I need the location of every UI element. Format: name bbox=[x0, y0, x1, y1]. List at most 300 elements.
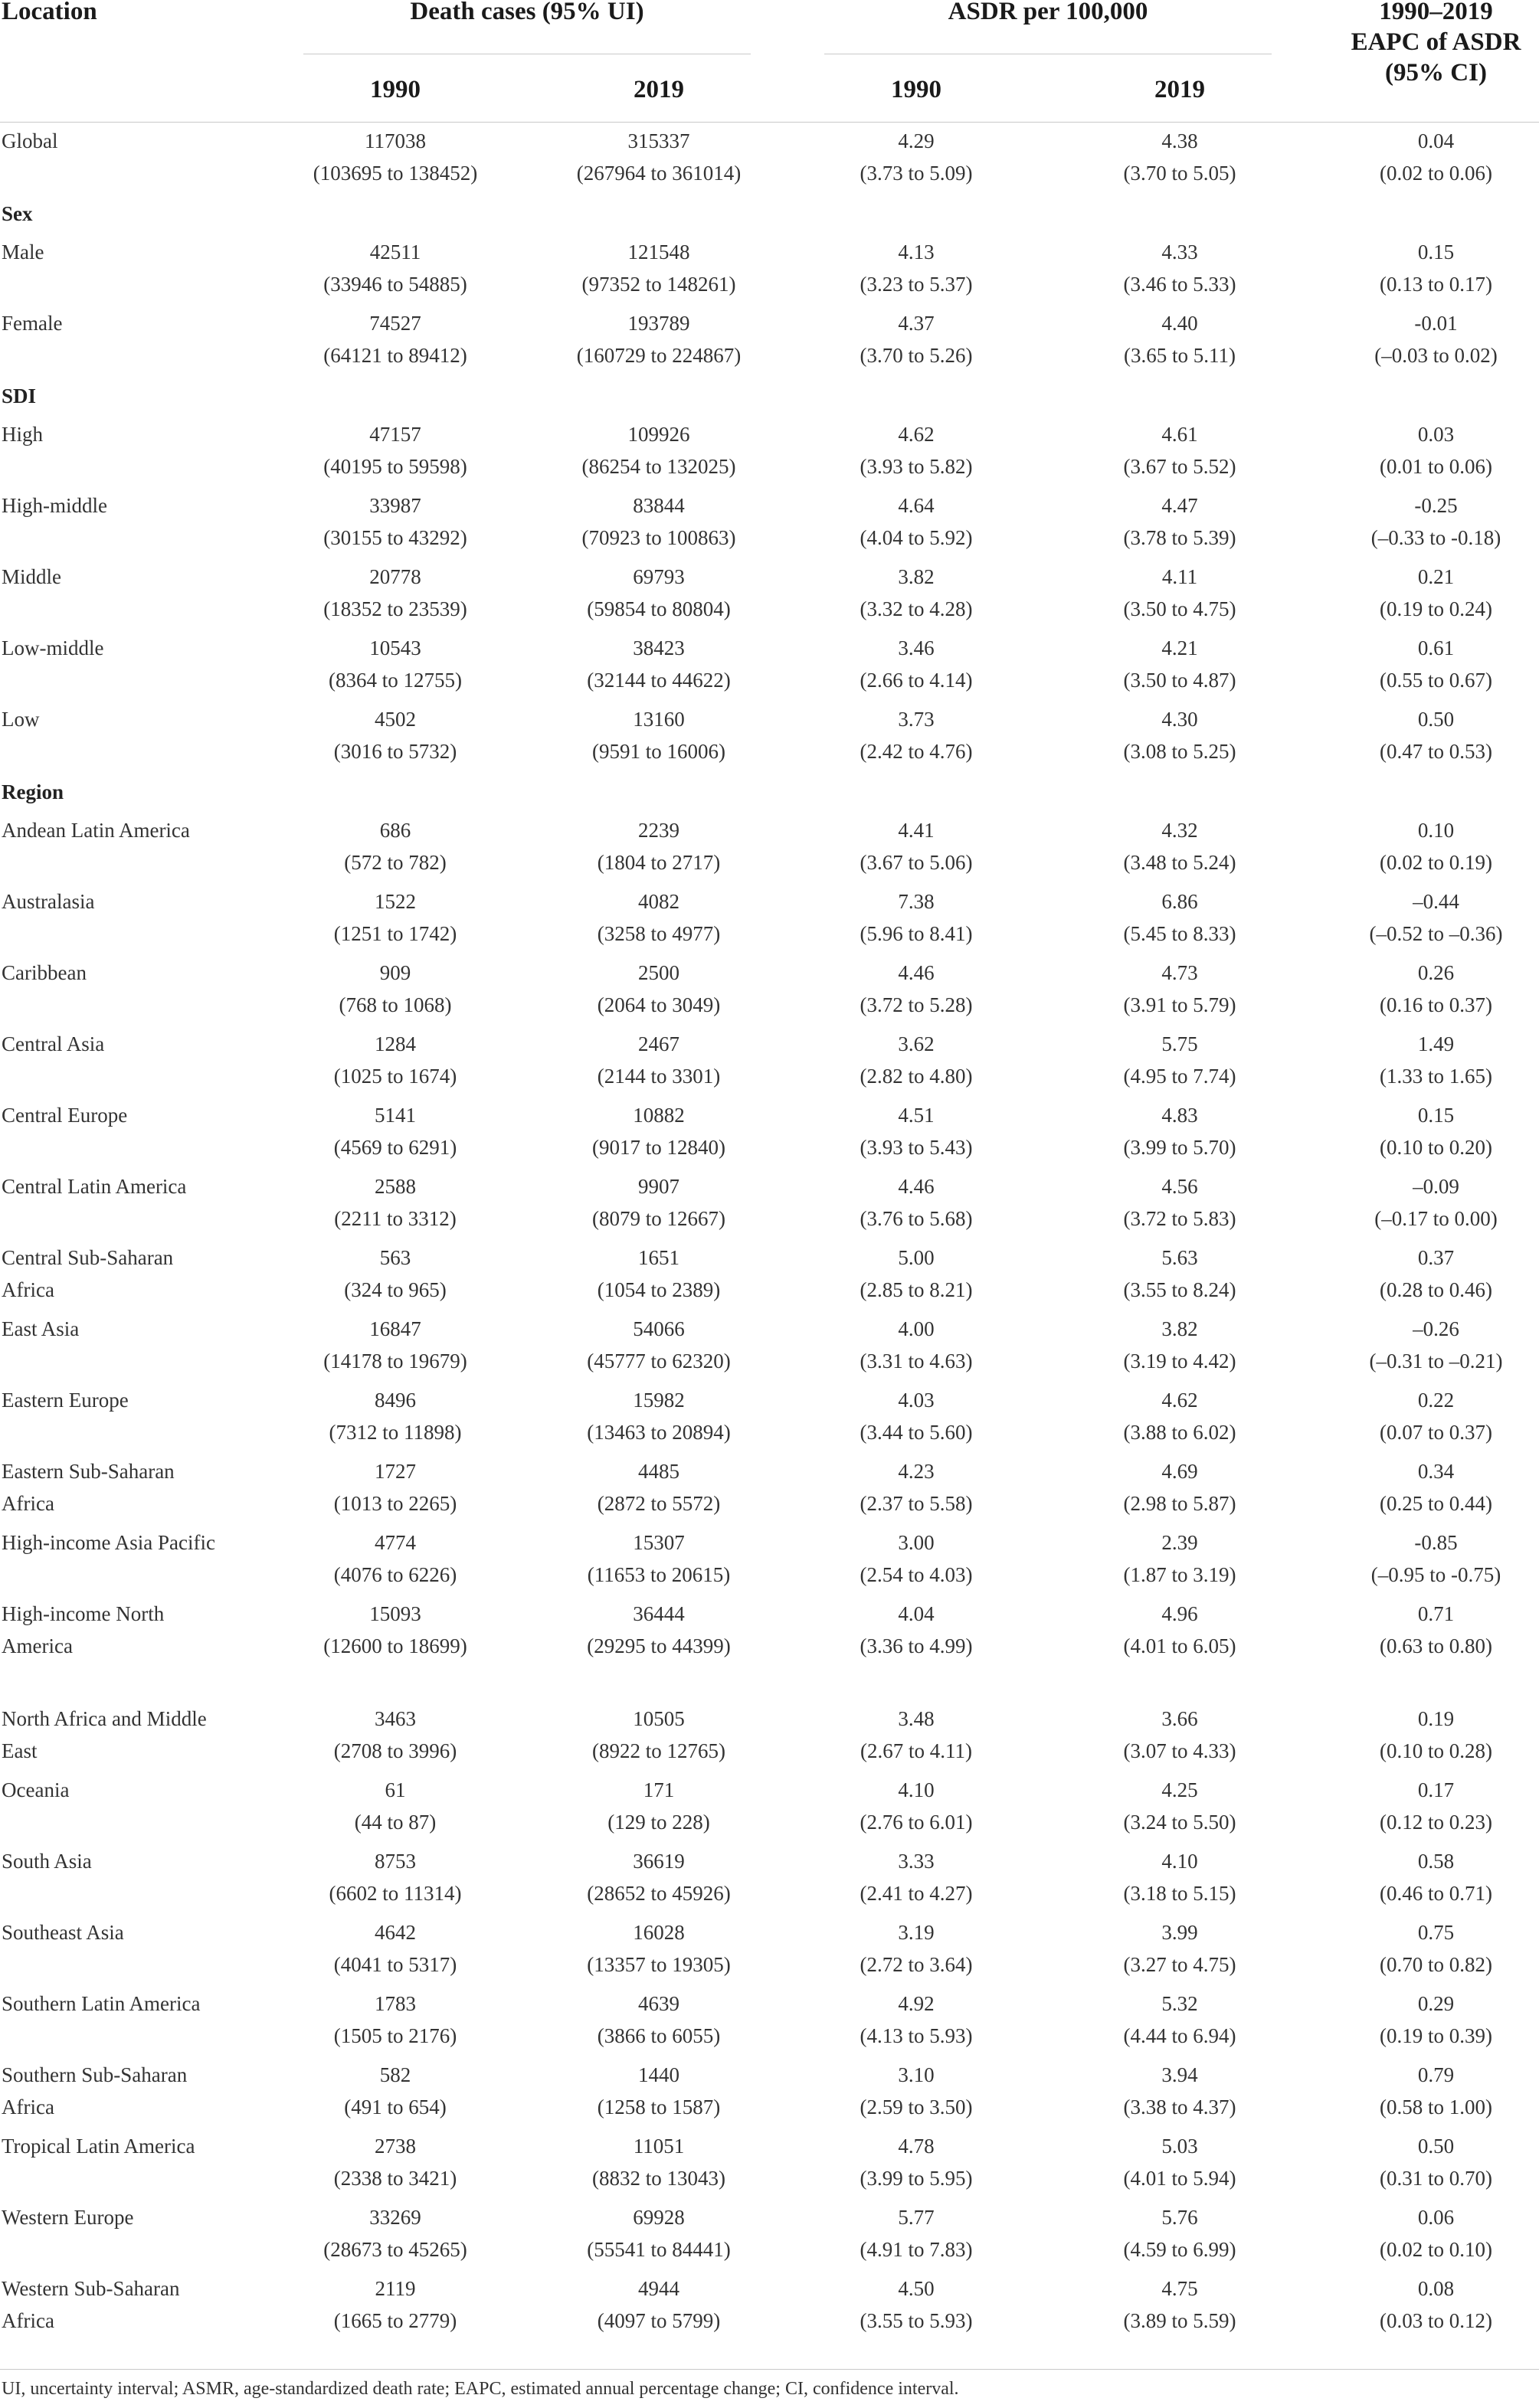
location-name: Central Latin America bbox=[2, 1175, 187, 1198]
cell-value: 4642 bbox=[375, 1921, 416, 1944]
cell-interval: (28673 to 45265) bbox=[323, 2238, 467, 2261]
cell-value: 38423 bbox=[633, 636, 685, 659]
cell-interval: (3.50 to 4.75) bbox=[1123, 597, 1236, 620]
cell-interval: (0.55 to 0.67) bbox=[1380, 669, 1492, 692]
cell-value: 33269 bbox=[369, 2206, 421, 2229]
cell-value: 4.46 bbox=[898, 1175, 935, 1198]
cell-value: 4.10 bbox=[1161, 1850, 1198, 1873]
cell-value: 4.37 bbox=[898, 312, 935, 335]
cell-value: -0.25 bbox=[1414, 494, 1458, 517]
cell-value: 686 bbox=[379, 819, 411, 842]
cell-interval: (1258 to 1587) bbox=[597, 2096, 721, 2118]
cell-interval: (160729 to 224867) bbox=[576, 344, 742, 367]
cell-value: 36444 bbox=[633, 1602, 685, 1625]
cell-value: 0.61 bbox=[1417, 636, 1455, 659]
location-name: Central Europe bbox=[2, 1104, 128, 1127]
cell-value: 4639 bbox=[638, 1992, 679, 2015]
cell-value: 2500 bbox=[638, 961, 679, 984]
cell-interval: (0.47 to 0.53) bbox=[1380, 740, 1492, 763]
cell-interval: (97352 to 148261) bbox=[581, 273, 736, 296]
cell-value: 4.10 bbox=[898, 1778, 935, 1801]
cell-value: 4.64 bbox=[898, 494, 935, 517]
location-name: Male bbox=[2, 240, 44, 263]
cell-value: 0.34 bbox=[1417, 1460, 1455, 1483]
cell-interval: (2.82 to 4.80) bbox=[860, 1065, 973, 1088]
table-bottom-rule bbox=[0, 2369, 1539, 2370]
cell-value: 4082 bbox=[638, 890, 679, 913]
location-name: Tropical Latin America bbox=[2, 2135, 195, 2158]
cell-value: 3.82 bbox=[898, 565, 935, 588]
cell-interval: (0.70 to 0.82) bbox=[1380, 1953, 1492, 1976]
cell-value: 15093 bbox=[369, 1602, 421, 1625]
cell-interval: (33946 to 54885) bbox=[323, 273, 467, 296]
cell-interval: (2708 to 3996) bbox=[333, 1739, 457, 1762]
cell-interval: (2.66 to 4.14) bbox=[860, 669, 973, 692]
cell-interval: (28652 to 45926) bbox=[587, 1882, 731, 1905]
cell-interval: (0.10 to 0.28) bbox=[1380, 1739, 1492, 1762]
cell-interval: (0.07 to 0.37) bbox=[1380, 1421, 1492, 1444]
cell-interval: (3.76 to 5.68) bbox=[860, 1207, 973, 1230]
cell-value: 4.32 bbox=[1161, 819, 1198, 842]
cell-value: 4.69 bbox=[1161, 1460, 1198, 1483]
header-asdr: ASDR per 100,000 bbox=[948, 0, 1148, 25]
cell-value: 0.58 bbox=[1417, 1850, 1455, 1873]
cell-interval: (5.96 to 8.41) bbox=[860, 922, 973, 945]
header-death-2019: 2019 bbox=[634, 76, 684, 103]
cell-value: 3463 bbox=[375, 1707, 416, 1730]
location-name: High bbox=[2, 423, 43, 446]
cell-value: 11051 bbox=[633, 2135, 685, 2158]
cell-interval: (0.02 to 0.06) bbox=[1380, 162, 1492, 185]
location-name: Australasia bbox=[2, 890, 95, 913]
location-name: Global bbox=[2, 129, 58, 152]
cell-interval: (2.98 to 5.87) bbox=[1123, 1492, 1236, 1515]
cell-value: 3.73 bbox=[898, 708, 935, 731]
cell-value: 69928 bbox=[633, 2206, 685, 2229]
cell-value: 5141 bbox=[375, 1104, 416, 1127]
location-name: Middle bbox=[2, 565, 61, 588]
cell-interval: (3.18 to 5.15) bbox=[1123, 1882, 1236, 1905]
cell-interval: (0.19 to 0.24) bbox=[1380, 597, 1492, 620]
cell-interval: (2.59 to 3.50) bbox=[860, 2096, 973, 2118]
cell-interval: (12600 to 18699) bbox=[323, 1634, 467, 1657]
cell-interval: (572 to 782) bbox=[344, 851, 447, 874]
cell-interval: (7312 to 11898) bbox=[329, 1421, 462, 1444]
cell-value: 42511 bbox=[369, 240, 421, 263]
cell-interval: (3.91 to 5.79) bbox=[1123, 993, 1236, 1016]
cell-value: 3.00 bbox=[898, 1531, 935, 1554]
cell-value: 54066 bbox=[633, 1317, 685, 1340]
cell-value: 3.33 bbox=[898, 1850, 935, 1873]
cell-value: 13160 bbox=[633, 708, 685, 731]
cell-value: 69793 bbox=[633, 565, 685, 588]
cell-value: 2467 bbox=[638, 1032, 679, 1055]
cell-value: 4.62 bbox=[898, 423, 935, 446]
cell-interval: (32144 to 44622) bbox=[587, 669, 731, 692]
cell-interval: (4041 to 5317) bbox=[333, 1953, 457, 1976]
cell-interval: (3.93 to 5.82) bbox=[860, 455, 973, 478]
cell-interval: (103695 to 138452) bbox=[313, 162, 478, 185]
cell-value: 5.77 bbox=[898, 2206, 935, 2229]
cell-interval: (0.02 to 0.19) bbox=[1380, 851, 1492, 874]
cell-value: 4.29 bbox=[898, 129, 935, 152]
cell-value: 4.78 bbox=[898, 2135, 935, 2158]
cell-interval: (3.70 to 5.26) bbox=[860, 344, 973, 367]
location-name: High-income Asia Pacific bbox=[2, 1531, 215, 1554]
cell-interval: (3.48 to 5.24) bbox=[1123, 851, 1236, 874]
header-eapc-line2: EAPC of ASDR bbox=[1351, 28, 1521, 56]
cell-value: 2119 bbox=[375, 2277, 416, 2300]
cell-value: 4.38 bbox=[1161, 129, 1198, 152]
cell-value: 4.56 bbox=[1161, 1175, 1198, 1198]
cell-value: 15307 bbox=[633, 1531, 685, 1554]
cell-value: 3.46 bbox=[898, 636, 935, 659]
header-asdr-1990: 1990 bbox=[891, 76, 941, 103]
cell-interval: (30155 to 43292) bbox=[323, 526, 467, 549]
location-name: Female bbox=[2, 312, 63, 335]
cell-value: –0.09 bbox=[1413, 1175, 1459, 1198]
cell-value: 4.61 bbox=[1161, 423, 1198, 446]
cell-interval: (4.91 to 7.83) bbox=[860, 2238, 973, 2261]
cell-interval: (3.67 to 5.06) bbox=[860, 851, 973, 874]
cell-value: 4.30 bbox=[1161, 708, 1198, 731]
cell-interval: (–0.95 to -0.75) bbox=[1370, 1563, 1501, 1586]
location-name: Low-middle bbox=[2, 636, 104, 659]
cell-value: 4.00 bbox=[898, 1317, 935, 1340]
cell-value: 0.17 bbox=[1417, 1778, 1455, 1801]
cell-interval: (3.32 to 4.28) bbox=[860, 597, 973, 620]
cell-value: 4.62 bbox=[1161, 1389, 1198, 1412]
cell-value: 15982 bbox=[633, 1389, 685, 1412]
cell-interval: (14178 to 19679) bbox=[323, 1350, 467, 1372]
section-title: Sex bbox=[2, 202, 33, 225]
cell-value: 4774 bbox=[375, 1531, 416, 1554]
section-title: SDI bbox=[2, 384, 37, 407]
cell-interval: (9017 to 12840) bbox=[592, 1136, 725, 1159]
cell-interval: (4.95 to 7.74) bbox=[1123, 1065, 1236, 1088]
location-name: Africa bbox=[2, 1278, 54, 1301]
cell-value: 109926 bbox=[627, 423, 690, 446]
cell-value: 7.38 bbox=[898, 890, 935, 913]
cell-interval: (2.67 to 4.11) bbox=[860, 1739, 972, 1762]
cell-interval: (4569 to 6291) bbox=[333, 1136, 457, 1159]
cell-interval: (1.87 to 3.19) bbox=[1123, 1563, 1236, 1586]
cell-value: 4.50 bbox=[898, 2277, 935, 2300]
cell-interval: (3.72 to 5.28) bbox=[860, 993, 973, 1016]
location-name: Western Europe bbox=[2, 2206, 134, 2229]
cell-value: 0.75 bbox=[1417, 1921, 1455, 1944]
cell-value: 4.03 bbox=[898, 1389, 935, 1412]
cell-interval: (0.13 to 0.17) bbox=[1380, 273, 1492, 296]
cell-value: 1284 bbox=[375, 1032, 416, 1055]
cell-interval: (64121 to 89412) bbox=[323, 344, 467, 367]
cell-interval: (40195 to 59598) bbox=[323, 455, 467, 478]
cell-interval: (491 to 654) bbox=[344, 2096, 447, 2118]
cell-interval: (8364 to 12755) bbox=[329, 669, 462, 692]
location-name: Africa bbox=[2, 2309, 54, 2332]
cell-value: 4.23 bbox=[898, 1460, 935, 1483]
cell-interval: (2064 to 3049) bbox=[597, 993, 721, 1016]
cell-interval: (2.72 to 3.64) bbox=[860, 1953, 973, 1976]
cell-interval: (0.58 to 1.00) bbox=[1380, 2096, 1492, 2118]
cell-value: 3.94 bbox=[1161, 2063, 1198, 2086]
cell-value: 1440 bbox=[638, 2063, 679, 2086]
cell-interval: (4097 to 5799) bbox=[597, 2309, 721, 2332]
cell-interval: (2.76 to 6.01) bbox=[860, 1811, 973, 1834]
cell-interval: (3.27 to 4.75) bbox=[1123, 1953, 1236, 1976]
cell-interval: (3.46 to 5.33) bbox=[1123, 273, 1236, 296]
cell-interval: (55541 to 84441) bbox=[587, 2238, 731, 2261]
cell-interval: (4.44 to 6.94) bbox=[1123, 2024, 1236, 2047]
cell-interval: (5.45 to 8.33) bbox=[1123, 922, 1236, 945]
cell-interval: (8079 to 12667) bbox=[592, 1207, 725, 1230]
cell-value: 4.83 bbox=[1161, 1104, 1198, 1127]
cell-interval: (59854 to 80804) bbox=[587, 597, 731, 620]
section-title: Region bbox=[2, 780, 64, 803]
cell-interval: (3.55 to 5.93) bbox=[860, 2309, 973, 2332]
cell-value: 3.99 bbox=[1161, 1921, 1198, 1944]
cell-value: 0.15 bbox=[1417, 240, 1455, 263]
cell-interval: (3.19 to 4.42) bbox=[1123, 1350, 1236, 1372]
cell-interval: (3258 to 4977) bbox=[597, 922, 721, 945]
cell-value: 36619 bbox=[633, 1850, 685, 1873]
cell-value: 582 bbox=[379, 2063, 411, 2086]
cell-value: 0.29 bbox=[1417, 1992, 1455, 2015]
cell-interval: (0.25 to 0.44) bbox=[1380, 1492, 1492, 1515]
header-bottom-rule bbox=[0, 122, 1539, 123]
cell-value: 0.22 bbox=[1417, 1389, 1455, 1412]
location-name: High-middle bbox=[2, 494, 107, 517]
header-asdr-2019: 2019 bbox=[1154, 76, 1205, 103]
cell-value: 1651 bbox=[638, 1246, 679, 1269]
cell-value: 4.13 bbox=[898, 240, 935, 263]
cell-value: 0.15 bbox=[1417, 1104, 1455, 1127]
cell-interval: (2.37 to 5.58) bbox=[860, 1492, 973, 1515]
cell-value: 2.39 bbox=[1161, 1531, 1198, 1554]
cell-interval: (0.03 to 0.12) bbox=[1380, 2309, 1492, 2332]
cell-value: 2588 bbox=[375, 1175, 416, 1198]
cell-interval: (0.28 to 0.46) bbox=[1380, 1278, 1492, 1301]
footnote: UI, uncertainty interval; ASMR, age-standardized death rate; EAPC, estimated annual percentage change; CI, confidence interval. bbox=[2, 2379, 959, 2399]
location-name: High-income North bbox=[2, 1602, 165, 1625]
cell-interval: (0.01 to 0.06) bbox=[1380, 455, 1492, 478]
cell-interval: (3.93 to 5.43) bbox=[860, 1136, 973, 1159]
cell-interval: (4.04 to 5.92) bbox=[860, 526, 973, 549]
cell-interval: (–0.33 to -0.18) bbox=[1370, 526, 1501, 549]
header-location: Location bbox=[2, 0, 97, 25]
cell-value: 909 bbox=[379, 961, 411, 984]
cell-value: 2738 bbox=[375, 2135, 416, 2158]
cell-interval: (–0.03 to 0.02) bbox=[1374, 344, 1498, 367]
cell-interval: (45777 to 62320) bbox=[587, 1350, 731, 1372]
cell-value: 0.79 bbox=[1417, 2063, 1455, 2086]
header-eapc-line3: (95% CI) bbox=[1385, 59, 1487, 87]
cell-value: 1522 bbox=[375, 890, 416, 913]
cell-interval: (2.42 to 4.76) bbox=[860, 740, 973, 763]
cell-interval: (1.33 to 1.65) bbox=[1380, 1065, 1492, 1088]
cell-interval: (9591 to 16006) bbox=[592, 740, 725, 763]
location-name: Southeast Asia bbox=[2, 1921, 124, 1944]
cell-interval: (267964 to 361014) bbox=[576, 162, 742, 185]
location-name: Oceania bbox=[2, 1778, 70, 1801]
cell-interval: (–0.52 to –0.36) bbox=[1369, 922, 1503, 945]
cell-value: 4502 bbox=[375, 708, 416, 731]
cell-value: 3.82 bbox=[1161, 1317, 1198, 1340]
cell-interval: (2144 to 3301) bbox=[597, 1065, 721, 1088]
cell-value: 4.73 bbox=[1161, 961, 1198, 984]
cell-value: 5.00 bbox=[898, 1246, 935, 1269]
cell-interval: (3.23 to 5.37) bbox=[860, 273, 973, 296]
cell-interval: (2.41 to 4.27) bbox=[860, 1882, 973, 1905]
cell-value: 6.86 bbox=[1161, 890, 1198, 913]
cell-value: 0.10 bbox=[1417, 819, 1455, 842]
cell-value: 16028 bbox=[633, 1921, 685, 1944]
cell-interval: (3.70 to 5.05) bbox=[1123, 162, 1236, 185]
cell-value: 3.48 bbox=[898, 1707, 935, 1730]
cell-value: 4.21 bbox=[1161, 636, 1198, 659]
cell-interval: (8922 to 12765) bbox=[592, 1739, 725, 1762]
header-death-1990: 1990 bbox=[370, 76, 421, 103]
cell-value: -0.85 bbox=[1414, 1531, 1458, 1554]
cell-interval: (3.36 to 4.99) bbox=[860, 1634, 973, 1657]
cell-value: 47157 bbox=[369, 423, 421, 446]
cell-interval: (–0.17 to 0.00) bbox=[1374, 1207, 1498, 1230]
cell-interval: (3016 to 5732) bbox=[333, 740, 457, 763]
cell-interval: (11653 to 20615) bbox=[587, 1563, 731, 1586]
cell-interval: (1013 to 2265) bbox=[333, 1492, 457, 1515]
cell-interval: (3.72 to 5.83) bbox=[1123, 1207, 1236, 1230]
cell-interval: (129 to 228) bbox=[607, 1811, 710, 1834]
cell-value: 4.11 bbox=[1161, 565, 1198, 588]
cell-interval: (86254 to 132025) bbox=[581, 455, 736, 478]
location-name: America bbox=[2, 1634, 73, 1657]
cell-interval: (3.78 to 5.39) bbox=[1123, 526, 1236, 549]
cell-value: 0.03 bbox=[1417, 423, 1455, 446]
cell-value: 0.08 bbox=[1417, 2277, 1455, 2300]
cell-value: 3.19 bbox=[898, 1921, 935, 1944]
location-name: Eastern Europe bbox=[2, 1389, 129, 1412]
cell-interval: (0.10 to 0.20) bbox=[1380, 1136, 1492, 1159]
cell-interval: (4.01 to 5.94) bbox=[1123, 2167, 1236, 2190]
location-name: East Asia bbox=[2, 1317, 80, 1340]
cell-value: 0.71 bbox=[1417, 1602, 1455, 1625]
location-name: North Africa and Middle bbox=[2, 1707, 207, 1730]
cell-value: 193789 bbox=[627, 312, 690, 335]
cell-value: 4.25 bbox=[1161, 1778, 1198, 1801]
cell-value: 10505 bbox=[633, 1707, 685, 1730]
cell-value: 16847 bbox=[369, 1317, 421, 1340]
cell-value: 0.06 bbox=[1417, 2206, 1455, 2229]
cell-value: 3.10 bbox=[898, 2063, 935, 2086]
cell-interval: (3.38 to 4.37) bbox=[1123, 2096, 1236, 2118]
cell-interval: (2872 to 5572) bbox=[597, 1492, 721, 1515]
cell-value: 0.21 bbox=[1417, 565, 1455, 588]
cell-value: 4.40 bbox=[1161, 312, 1198, 335]
cell-interval: (13463 to 20894) bbox=[587, 1421, 731, 1444]
cell-value: 8753 bbox=[375, 1850, 416, 1873]
cell-interval: (29295 to 44399) bbox=[587, 1634, 731, 1657]
cell-value: –0.44 bbox=[1413, 890, 1459, 913]
cell-value: 4944 bbox=[638, 2277, 679, 2300]
cell-interval: (0.16 to 0.37) bbox=[1380, 993, 1492, 1016]
cell-value: 8496 bbox=[375, 1389, 416, 1412]
cell-interval: (3.99 to 5.70) bbox=[1123, 1136, 1236, 1159]
cell-value: 0.50 bbox=[1417, 2135, 1455, 2158]
location-name: Western Sub-Saharan bbox=[2, 2277, 180, 2300]
cell-interval: (2.85 to 8.21) bbox=[860, 1278, 973, 1301]
cell-interval: (3.44 to 5.60) bbox=[860, 1421, 973, 1444]
cell-value: 4.75 bbox=[1161, 2277, 1198, 2300]
cell-interval: (1025 to 1674) bbox=[333, 1065, 457, 1088]
cell-interval: (2.54 to 4.03) bbox=[860, 1563, 973, 1586]
cell-interval: (8832 to 13043) bbox=[592, 2167, 725, 2190]
cell-interval: (6602 to 11314) bbox=[329, 1882, 462, 1905]
location-name: Andean Latin America bbox=[2, 819, 190, 842]
cell-value: 0.26 bbox=[1417, 961, 1455, 984]
cell-value: 20778 bbox=[369, 565, 421, 588]
cell-interval: (4076 to 6226) bbox=[333, 1563, 457, 1586]
cell-value: 61 bbox=[385, 1778, 406, 1801]
cell-value: 0.37 bbox=[1417, 1246, 1455, 1269]
cell-value: 117038 bbox=[365, 129, 426, 152]
cell-value: 3.66 bbox=[1161, 1707, 1198, 1730]
cell-value: 10882 bbox=[633, 1104, 685, 1127]
cell-value: 1.49 bbox=[1417, 1032, 1455, 1055]
cell-value: 4.41 bbox=[898, 819, 935, 842]
cell-interval: (3.65 to 5.11) bbox=[1124, 344, 1236, 367]
location-name: Low bbox=[2, 708, 40, 731]
location-name: Eastern Sub-Saharan bbox=[2, 1460, 175, 1483]
cell-value: 121548 bbox=[627, 240, 690, 263]
cell-interval: (1251 to 1742) bbox=[333, 922, 457, 945]
cell-interval: (0.31 to 0.70) bbox=[1380, 2167, 1492, 2190]
cell-value: 74527 bbox=[369, 312, 421, 335]
cell-value: 5.03 bbox=[1161, 2135, 1198, 2158]
header-death-cases: Death cases (95% UI) bbox=[410, 0, 644, 25]
cell-value: 1727 bbox=[375, 1460, 416, 1483]
cell-value: 0.19 bbox=[1417, 1707, 1455, 1730]
cell-interval: (18352 to 23539) bbox=[323, 597, 467, 620]
cell-interval: (3.55 to 8.24) bbox=[1123, 1278, 1236, 1301]
cell-value: 4.04 bbox=[898, 1602, 935, 1625]
cell-value: -0.01 bbox=[1414, 312, 1458, 335]
location-name: Africa bbox=[2, 2096, 54, 2118]
cell-value: 4485 bbox=[638, 1460, 679, 1483]
cell-interval: (3.88 to 6.02) bbox=[1123, 1421, 1236, 1444]
cell-value: 563 bbox=[379, 1246, 411, 1269]
cell-value: 4.51 bbox=[898, 1104, 935, 1127]
cell-value: 9907 bbox=[638, 1175, 679, 1198]
cell-interval: (1505 to 2176) bbox=[333, 2024, 457, 2047]
cell-interval: (3.24 to 5.50) bbox=[1123, 1811, 1236, 1834]
cell-interval: (2338 to 3421) bbox=[333, 2167, 457, 2190]
cell-value: 0.50 bbox=[1417, 708, 1455, 731]
cell-interval: (3.89 to 5.59) bbox=[1123, 2309, 1236, 2332]
location-name: Central Sub-Saharan bbox=[2, 1246, 174, 1269]
location-name: Southern Sub-Saharan bbox=[2, 2063, 188, 2086]
cell-value: 5.63 bbox=[1161, 1246, 1198, 1269]
cell-interval: (1054 to 2389) bbox=[597, 1278, 721, 1301]
cell-interval: (0.46 to 0.71) bbox=[1380, 1882, 1492, 1905]
cell-interval: (3.99 to 5.95) bbox=[860, 2167, 973, 2190]
location-name: Southern Latin America bbox=[2, 1992, 201, 2015]
cell-value: 4.33 bbox=[1161, 240, 1198, 263]
cell-value: 2239 bbox=[638, 819, 679, 842]
cell-interval: (0.19 to 0.39) bbox=[1380, 2024, 1492, 2047]
cell-value: 10543 bbox=[369, 636, 421, 659]
location-name: Africa bbox=[2, 1492, 54, 1515]
cell-interval: (70923 to 100863) bbox=[581, 526, 736, 549]
